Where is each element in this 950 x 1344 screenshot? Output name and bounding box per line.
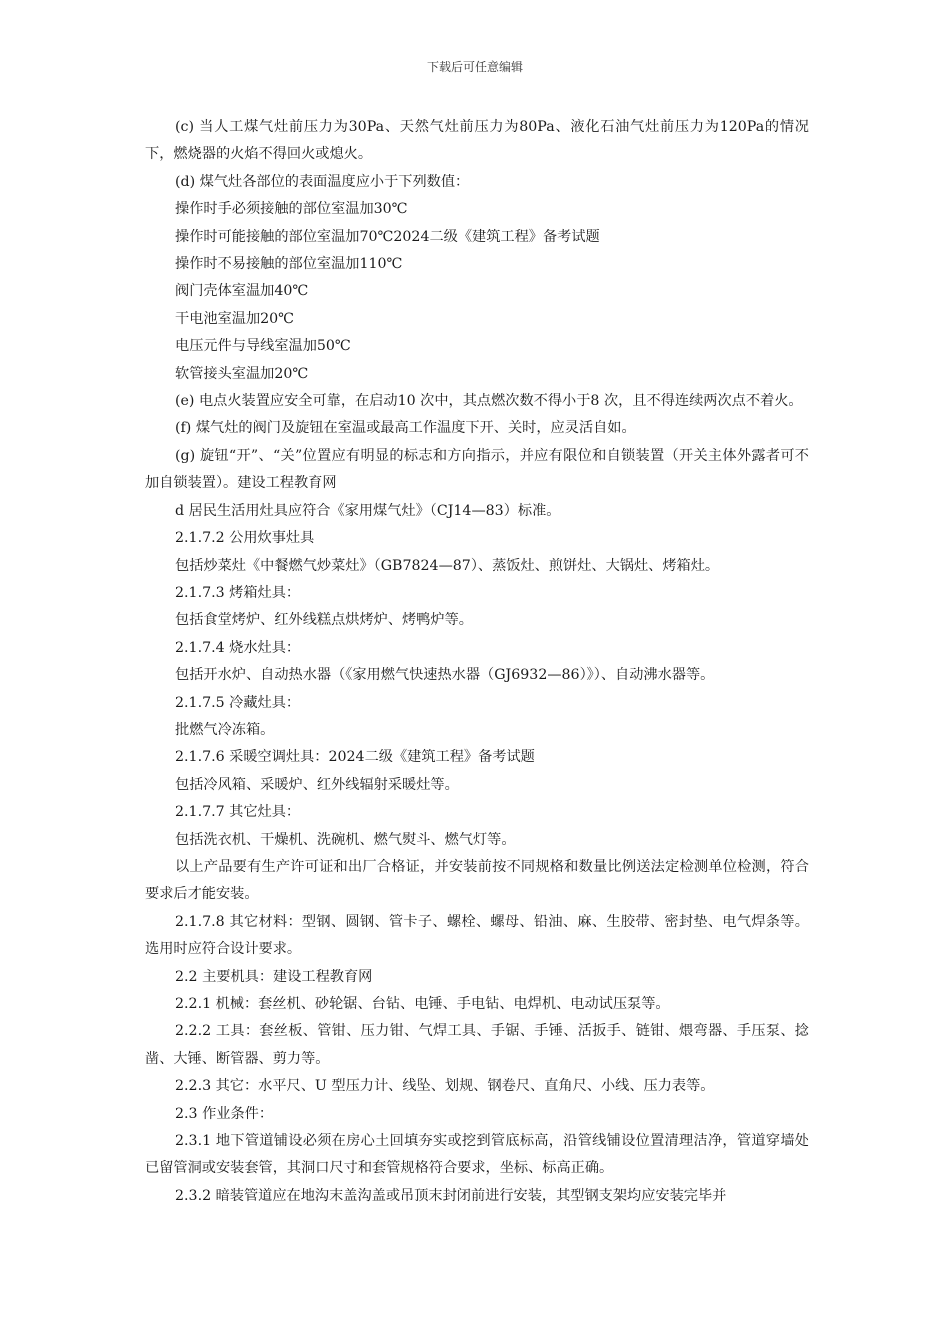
paragraph-f-valves-knobs: (f) 煤气灶的阀门及旋钮在室温或最高工作温度下开、关时，应灵活自如。	[175, 420, 636, 437]
temperature-item-valve-shell: 阀门壳体室温加40℃	[175, 283, 309, 300]
paragraph-2-3-1-underground: 2.3.1 地下管道铺设必须在房心土回填夯实或挖到管底标高，沿管线铺设位置清理洁净，管道穿墙处已留管洞或安装套管，其洞口尺寸和套管规格符合要求，坐标、标高正确。	[145, 1133, 809, 1177]
paragraph-d-surface-temperature: (d) 煤气灶各部位的表面温度应小于下列数值：	[175, 173, 470, 190]
paragraph-oven-appliances: 包括食堂烤炉、红外线糕点烘烤炉、烤鸭炉等。	[175, 612, 473, 629]
temperature-item-may-touch: 操作时可能接触的部位室温加70℃2024二级《建筑工程》备考试题	[175, 228, 600, 245]
section-heading-2-1-7-7: 2.1.7.7 其它灶具：	[175, 804, 301, 821]
section-heading-2-1-7-6: 2.1.7.6 采暖空调灶具：2024二级《建筑工程》备考试题	[175, 749, 535, 766]
temperature-item-hose-joint: 软管接头室温加20℃	[175, 365, 309, 382]
paragraph-public-cooking: 包括炒菜灶《中餐燃气炒菜灶》（GB7824—87）、蒸饭灶、煎饼灶、大锅灶、烤箱灶。	[175, 557, 720, 574]
paragraph-water-heating: 包括开水炉、自动热水器（《家用燃气快速热水器（GJ6932—86）》）、自动沸水器等。	[175, 667, 715, 684]
section-heading-2-1-7-4: 2.1.7.4 烧水灶具：	[175, 639, 301, 656]
section-heading-2-2: 2.2 主要机具：建设工程教育网	[175, 968, 373, 985]
temperature-item-voltage-components: 电压元件与导线室温加50℃	[175, 338, 351, 355]
document-body	[145, 114, 809, 1210]
paragraph-2-3-2-concealed: 2.3.2 暗装管道应在地沟末盖沟盖或吊顶末封闭前进行安装，其型钢支架均应安装完毕并	[175, 1187, 727, 1204]
paragraph-c-burner-pressure: (c) 当人工煤气灶前压力为30Pa、天然气灶前压力为80Pa、液化石油气灶前压力为120Pa的情况下，燃烧器的火焰不得回火或熄火。	[145, 119, 809, 163]
section-heading-2-1-7-5: 2.1.7.5 冷藏灶具：	[175, 694, 301, 711]
temperature-item-dry-battery: 干电池室温加20℃	[175, 310, 295, 327]
paragraph-other-appliances: 包括洗衣机、干燥机、洗碗机、燃气熨斗、燃气灯等。	[175, 831, 516, 848]
paragraph-2-2-1-machinery: 2.2.1 机械：套丝机、砂轮锯、台钻、电锤、手电钻、电焊机、电动试压泵等。	[175, 996, 670, 1012]
paragraph-2-2-3-other: 2.2.3 其它：水平尺、U 型压力计、线坠、划规、钢卷尺、直角尺、小线、压力表等。	[175, 1078, 715, 1095]
page-header-note: 下载后可任意编辑	[426, 60, 523, 74]
paragraph-d-residential-standard: d 居民生活用灶具应符合《家用煤气灶》（CJ14—83）标准。	[175, 502, 561, 519]
paragraph-certification: 以上产品要有生产许可证和出厂合格证，并安装前按不同规格和数量比例送法定检测单位检测，符合要求后才能安装。	[145, 858, 809, 903]
section-heading-2-3: 2.3 作业条件：	[175, 1105, 274, 1122]
paragraph-refrigeration: 批燃气冷冻箱。	[175, 721, 275, 738]
temperature-item-must-touch: 操作时手必须接触的部位室温加30℃	[175, 201, 408, 218]
section-heading-2-1-7-3: 2.1.7.3 烤箱灶具：	[175, 584, 301, 601]
paragraph-2-2-2-tools: 2.2.2 工具：套丝板、管钳、压力钳、气焊工具、手锯、手锤、活扳手、链钳、煨弯器、手压泵、捻凿、大锤、断管器、剪力等。	[145, 1023, 809, 1067]
paragraph-e-ignition: (e) 电点火装置应安全可靠，在启动10 次中，其点燃次数不得小于8 次，且不得连续两次点不着火。	[175, 393, 803, 410]
section-heading-2-1-7-2: 2.1.7.2 公用炊事灶具	[175, 530, 315, 547]
paragraph-2-1-7-8-other-materials: 2.1.7.8 其它材料：型钢、圆钢、管卡子、螺栓、螺母、铅油、麻、生胶带、密封垫、电气焊条等。选用时应符合设计要求。	[145, 913, 809, 958]
paragraph-g-knob-positions: (g) 旋钮“开”、“关”位置应有明显的标志和方向指示，并应有限位和自锁装置（开关主体外露者可不加自锁装置）。建设工程教育网	[145, 447, 809, 492]
paragraph-heating-cooling: 包括冷风箱、采暖炉、红外线辐射采暖灶等。	[175, 776, 459, 793]
temperature-item-not-easy-touch: 操作时不易接触的部位室温加110℃	[175, 256, 403, 273]
